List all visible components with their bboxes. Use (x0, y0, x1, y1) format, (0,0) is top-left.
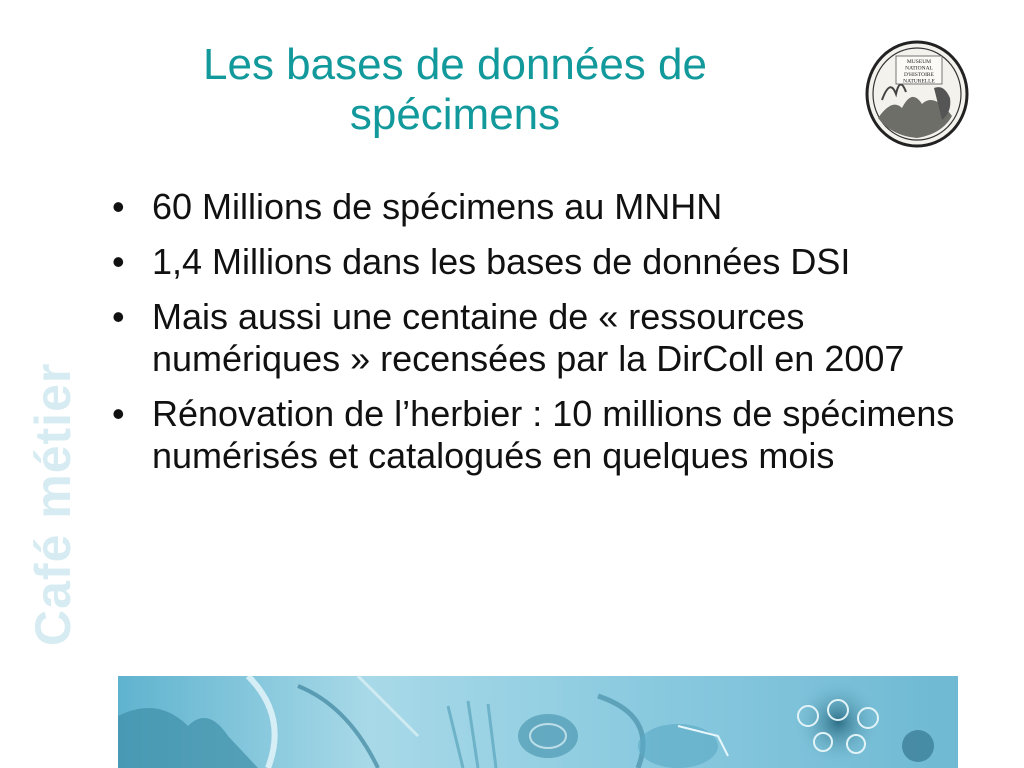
bullet-dot: • (112, 393, 125, 434)
bullet-text: Rénovation de l’herbier : 10 millions de spécimens numérisés et catalogués en quelques mois (152, 393, 955, 476)
bullet-text: Mais aussi une centaine de « ressources numériques » recensées par la DirColl en 2007 (152, 296, 905, 379)
title-line-1: Les bases de données de (203, 40, 707, 89)
fossil-banner-image (118, 676, 958, 768)
logo-text-1: MUSEUM (906, 59, 932, 65)
bullet-item (112, 393, 972, 477)
bullet-text: 60 Millions de spécimens au MNHN (152, 186, 723, 227)
bullet-dot: • (112, 296, 125, 337)
logo-text-3: D'HISTOIRE (904, 72, 934, 78)
side-label-cafe-metier: Café métier (25, 362, 81, 646)
logo-text-4: NATURELLE (903, 78, 935, 85)
bullet-dot: • (112, 241, 125, 282)
bullet-item (112, 296, 972, 380)
bullet-text: 1,4 Millions dans les bases de données DSI (152, 241, 851, 282)
title-line-2: spécimens (349, 90, 561, 139)
museum-seal-icon (862, 38, 972, 150)
bullet-item (112, 241, 972, 283)
logo-text-2: NATIONAL (905, 65, 933, 72)
slide-title (100, 40, 810, 140)
bullet-list (112, 186, 972, 490)
bullet-dot: • (112, 186, 125, 227)
bullet-item (112, 186, 972, 228)
